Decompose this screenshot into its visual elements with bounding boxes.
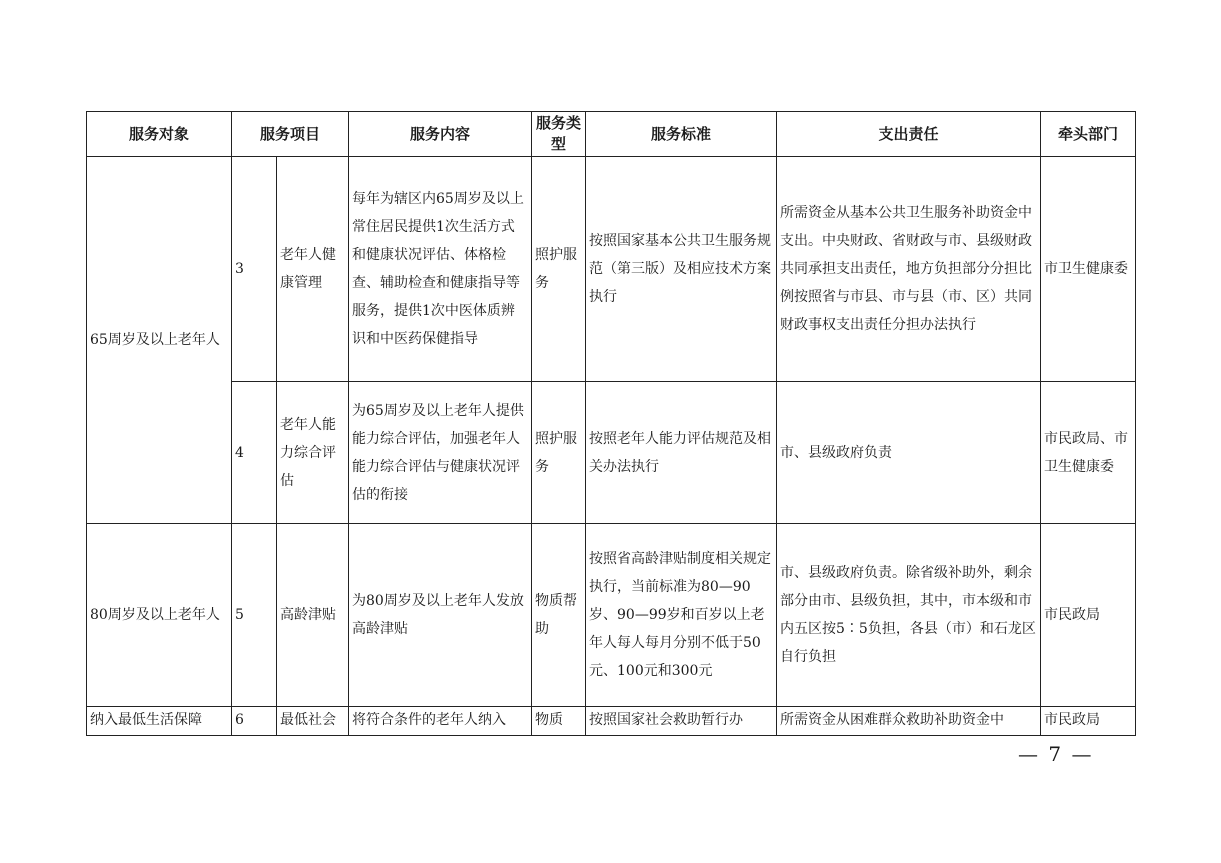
cell-dept: 市卫生健康委 [1041,157,1136,382]
cell-standard: 按照国家社会救助暂行办 [586,707,777,736]
table-row [87,382,1136,524]
table-row [87,157,1136,382]
cell-dept: 市民政局 [1041,707,1136,736]
cell-standard: 按照省高龄津贴制度相关规定执行，当前标准为80—90岁、90—99岁和百岁以上老年人每人每月分别不低于50元、100元和300元 [586,524,777,707]
header-project: 服务项目 [232,112,349,157]
cell-content: 每年为辖区内65周岁及以上常住居民提供1次生活方式和健康状况评估、体格检查、辅助检查和健康指导等服务，提供1次中医体质辨识和中医药保健指导 [349,157,532,382]
cell-expense: 市、县级政府负责。除省级补助外，剩余部分由市、县级负担，其中，市本级和市内五区按5∶5负担，各县（市）和石龙区自行负担 [777,524,1041,707]
cell-standard: 按照国家基本公共卫生服务规范（第三版）及相应技术方案执行 [586,157,777,382]
cell-no: 3 [232,157,277,382]
cell-content: 为65周岁及以上老年人提供能力综合评估，加强老年人能力综合评估与健康状况评估的衔接 [349,382,532,524]
cell-target: 纳入最低生活保障 [87,707,232,736]
cell-type: 物质 [532,707,586,736]
cell-target: 80周岁及以上老年人 [87,524,232,707]
cell-project: 老年人健康管理 [277,157,349,382]
header-content: 服务内容 [349,112,532,157]
table-row [87,524,1136,707]
cell-no: 6 [232,707,277,736]
header-expense: 支出责任 [777,112,1041,157]
cell-content: 将符合条件的老年人纳入 [349,707,532,736]
cell-expense: 所需资金从困难群众救助补助资金中 [777,707,1041,736]
cell-content: 为80周岁及以上老年人发放高龄津贴 [349,524,532,707]
cell-project: 老年人能力综合评估 [277,382,349,524]
header-dept: 牵头部门 [1041,112,1136,157]
cell-type: 物质帮助 [532,524,586,707]
cell-dept: 市民政局、市卫生健康委 [1041,382,1136,524]
cell-no: 5 [232,524,277,707]
table-row [87,707,1136,736]
cell-type: 照护服务 [532,382,586,524]
cell-type: 照护服务 [532,157,586,382]
cell-target: 65周岁及以上老年人 [87,157,232,524]
cell-no: 4 [232,382,277,524]
cell-expense: 市、县级政府负责 [777,382,1041,524]
service-table [86,111,1136,736]
table-header-row [87,112,1136,157]
header-standard: 服务标准 [586,112,777,157]
cell-standard: 按照老年人能力评估规范及相关办法执行 [586,382,777,524]
cell-dept: 市民政局 [1041,524,1136,707]
cell-expense: 所需资金从基本公共卫生服务补助资金中支出。中央财政、省财政与市、县级财政共同承担支出责任，地方负担部分分担比例按照省与市县、市与县（市、区）共同财政事权支出责任分担办法执行 [777,157,1041,382]
header-type: 服务类型 [532,112,586,157]
cell-project: 高龄津贴 [277,524,349,707]
page-number: — 7 — [1018,742,1094,766]
header-target: 服务对象 [87,112,232,157]
cell-project: 最低社会 [277,707,349,736]
